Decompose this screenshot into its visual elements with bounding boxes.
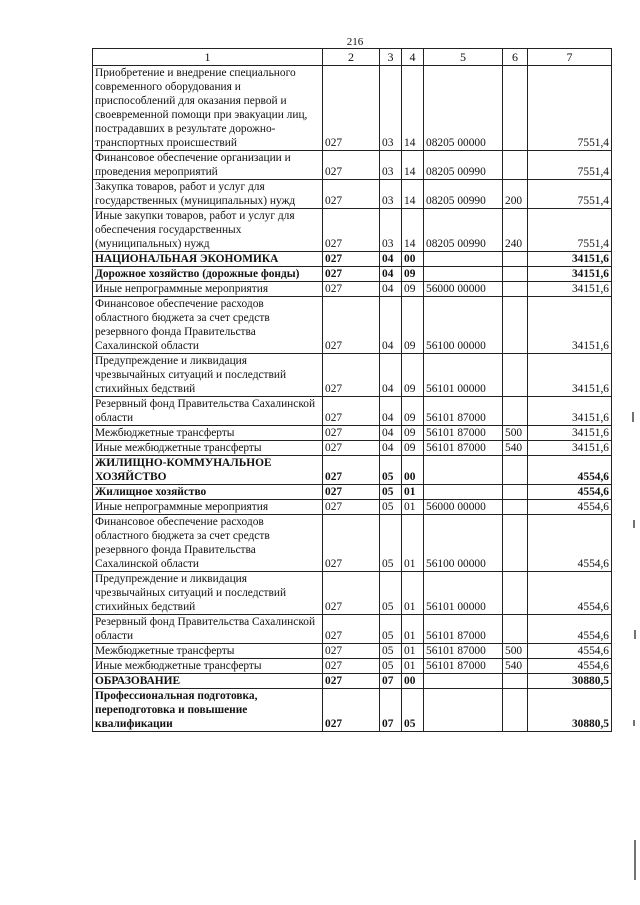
row-amount: 34151,6 [528,354,612,397]
row-code-type: 540 [503,659,528,674]
scan-mark [633,720,635,726]
row-amount: 4554,6 [528,485,612,500]
row-name: Приобретение и внедрение специального современного оборудования и приспособлений для оказания первой и своевременной помощи при эвакуации лиц, пострадавших в результате дорожно-транспортных происшествий [93,66,323,151]
row-code-section: 05 [380,644,402,659]
row-code-admin: 027 [323,456,380,485]
row-code-admin: 027 [323,426,380,441]
row-code-section: 04 [380,267,402,282]
row-code-type [503,151,528,180]
row-amount: 30880,5 [528,689,612,732]
row-code-admin: 027 [323,615,380,644]
row-code-target: 56000 00000 [424,282,503,297]
row-amount: 7551,4 [528,151,612,180]
table-row [93,644,612,659]
row-code-admin: 027 [323,689,380,732]
row-amount: 4554,6 [528,615,612,644]
row-amount: 4554,6 [528,659,612,674]
row-code-section: 04 [380,441,402,456]
row-name: Финансовое обеспечение организации и проведения мероприятий [93,151,323,180]
row-code-section: 04 [380,354,402,397]
row-name: Профессиональная подготовка, переподготовка и повышение квалификации [93,689,323,732]
header-col-5: 5 [424,49,503,66]
row-code-subsection: 01 [402,515,424,572]
row-code-subsection: 09 [402,267,424,282]
row-code-subsection: 01 [402,644,424,659]
row-amount: 34151,6 [528,397,612,426]
row-name: Иные межбюджетные трансферты [93,441,323,456]
row-code-subsection: 09 [402,441,424,456]
row-code-type: 500 [503,644,528,659]
row-amount: 34151,6 [528,426,612,441]
row-code-admin: 027 [323,500,380,515]
table-row [93,297,612,354]
row-code-subsection: 14 [402,209,424,252]
row-code-section: 03 [380,180,402,209]
table-row [93,209,612,252]
row-code-section: 07 [380,689,402,732]
row-code-section: 04 [380,426,402,441]
header-col-2: 2 [323,49,380,66]
scan-mark [633,520,635,528]
row-name: НАЦИОНАЛЬНАЯ ЭКОНОМИКА [93,252,323,267]
table-row [93,572,612,615]
row-code-target: 56101 87000 [424,397,503,426]
table-row [93,500,612,515]
row-name: Предупреждение и ликвидация чрезвычайных ситуаций и последствий стихийных бедствий [93,354,323,397]
table-row [93,151,612,180]
row-code-subsection: 00 [402,674,424,689]
row-code-section: 05 [380,572,402,615]
row-code-type [503,615,528,644]
row-name: Финансовое обеспечение расходов областного бюджета за счет средств резервного фонда Правительства Сахалинской области [93,297,323,354]
row-code-target [424,456,503,485]
header-col-3: 3 [380,49,402,66]
row-code-subsection: 01 [402,659,424,674]
row-code-subsection: 14 [402,151,424,180]
row-code-target: 56000 00000 [424,500,503,515]
table-row [93,659,612,674]
row-name: Иные непрограммные мероприятия [93,500,323,515]
row-name: Жилищное хозяйство [93,485,323,500]
row-code-type [503,485,528,500]
row-amount: 7551,4 [528,66,612,151]
header-col-6: 6 [503,49,528,66]
row-code-type [503,500,528,515]
row-code-type [503,297,528,354]
row-code-subsection: 00 [402,252,424,267]
row-code-subsection: 09 [402,282,424,297]
header-col-7: 7 [528,49,612,66]
row-code-target [424,485,503,500]
row-code-target: 56101 87000 [424,659,503,674]
row-code-subsection: 14 [402,180,424,209]
row-code-admin: 027 [323,252,380,267]
row-code-type [503,66,528,151]
row-code-target [424,252,503,267]
row-code-target: 08205 00990 [424,180,503,209]
row-code-target [424,674,503,689]
page-number: 216 [346,36,364,48]
table-body [93,66,612,732]
row-code-admin: 027 [323,485,380,500]
row-amount: 4554,6 [528,644,612,659]
row-name: Закупка товаров, работ и услуг для государственных (муниципальных) нужд [93,180,323,209]
row-code-section: 05 [380,659,402,674]
row-code-section: 05 [380,500,402,515]
row-name: Иные непрограммные мероприятия [93,282,323,297]
scan-mark [632,412,634,422]
row-code-admin: 027 [323,515,380,572]
row-code-type [503,572,528,615]
row-amount: 4554,6 [528,456,612,485]
table-row [93,252,612,267]
row-code-target: 56101 00000 [424,572,503,615]
row-code-type: 540 [503,441,528,456]
row-code-section: 03 [380,66,402,151]
row-code-section: 05 [380,515,402,572]
scan-mark [634,630,636,639]
row-name: Межбюджетные трансферты [93,644,323,659]
table-row [93,441,612,456]
row-code-subsection: 09 [402,397,424,426]
row-code-admin: 027 [323,151,380,180]
row-code-section: 03 [380,209,402,252]
row-amount: 30880,5 [528,674,612,689]
row-code-admin: 027 [323,282,380,297]
row-code-admin: 027 [323,66,380,151]
row-code-admin: 027 [323,180,380,209]
row-code-target: 56101 87000 [424,615,503,644]
row-code-section: 05 [380,615,402,644]
row-code-type [503,674,528,689]
row-code-admin: 027 [323,297,380,354]
row-code-section: 05 [380,485,402,500]
row-code-type [503,252,528,267]
row-code-subsection: 09 [402,354,424,397]
table-row [93,397,612,426]
row-code-admin: 027 [323,397,380,426]
row-name: Дорожное хозяйство (дорожные фонды) [93,267,323,282]
row-amount: 7551,4 [528,209,612,252]
row-code-target: 08205 00990 [424,209,503,252]
table-row [93,674,612,689]
row-amount: 34151,6 [528,252,612,267]
row-name: Финансовое обеспечение расходов областного бюджета за счет средств резервного фонда Правительства Сахалинской области [93,515,323,572]
table-row [93,426,612,441]
row-code-section: 04 [380,252,402,267]
row-name: Иные межбюджетные трансферты [93,659,323,674]
row-code-section: 07 [380,674,402,689]
row-code-type: 200 [503,180,528,209]
row-amount: 4554,6 [528,515,612,572]
row-code-admin: 027 [323,354,380,397]
row-code-type [503,456,528,485]
row-code-subsection: 00 [402,456,424,485]
row-code-subsection: 01 [402,572,424,615]
row-amount: 34151,6 [528,282,612,297]
table-row [93,66,612,151]
row-name: ОБРАЗОВАНИЕ [93,674,323,689]
row-code-subsection: 01 [402,485,424,500]
row-code-admin: 027 [323,572,380,615]
table-row [93,515,612,572]
table-row [93,267,612,282]
budget-table [92,48,612,732]
row-name: Межбюджетные трансферты [93,426,323,441]
row-code-type [503,515,528,572]
row-code-section: 05 [380,456,402,485]
row-code-target [424,267,503,282]
row-code-subsection: 09 [402,297,424,354]
row-code-section: 03 [380,151,402,180]
row-code-target: 08205 00000 [424,66,503,151]
row-code-type: 500 [503,426,528,441]
row-code-admin: 027 [323,441,380,456]
row-code-type [503,689,528,732]
row-code-target: 56101 87000 [424,426,503,441]
scan-mark [634,840,636,880]
row-code-section: 04 [380,282,402,297]
row-amount: 34151,6 [528,297,612,354]
row-code-section: 04 [380,397,402,426]
row-code-target [424,689,503,732]
row-code-target: 56100 00000 [424,297,503,354]
row-amount: 34151,6 [528,441,612,456]
row-code-target: 56100 00000 [424,515,503,572]
row-code-type [503,354,528,397]
row-code-target: 56101 87000 [424,441,503,456]
header-col-4: 4 [402,49,424,66]
row-code-admin: 027 [323,659,380,674]
row-code-admin: 027 [323,644,380,659]
table-row [93,689,612,732]
row-code-target: 08205 00990 [424,151,503,180]
row-amount: 7551,4 [528,180,612,209]
row-code-target: 56101 87000 [424,644,503,659]
row-code-subsection: 05 [402,689,424,732]
table-row [93,456,612,485]
row-code-subsection: 01 [402,500,424,515]
row-code-type [503,397,528,426]
row-name: Предупреждение и ликвидация чрезвычайных ситуаций и последствий стихийных бедствий [93,572,323,615]
row-name: Резервный фонд Правительства Сахалинской области [93,397,323,426]
row-amount: 4554,6 [528,500,612,515]
row-name: Иные закупки товаров, работ и услуг для обеспечения государственных (муниципальных) нужд [93,209,323,252]
row-amount: 34151,6 [528,267,612,282]
row-code-admin: 027 [323,267,380,282]
table-row [93,354,612,397]
row-code-type [503,282,528,297]
row-code-type: 240 [503,209,528,252]
row-code-admin: 027 [323,209,380,252]
table-row [93,282,612,297]
row-code-subsection: 01 [402,615,424,644]
table-row [93,180,612,209]
row-code-target: 56101 00000 [424,354,503,397]
row-amount: 4554,6 [528,572,612,615]
row-code-admin: 027 [323,674,380,689]
table-row [93,485,612,500]
row-code-type [503,267,528,282]
row-name: ЖИЛИЩНО-КОММУНАЛЬНОЕ ХОЗЯЙСТВО [93,456,323,485]
header-col-1: 1 [93,49,323,66]
header-row [93,49,612,66]
row-name: Резервный фонд Правительства Сахалинской области [93,615,323,644]
row-code-subsection: 14 [402,66,424,151]
table-row [93,615,612,644]
row-code-section: 04 [380,297,402,354]
row-code-subsection: 09 [402,426,424,441]
